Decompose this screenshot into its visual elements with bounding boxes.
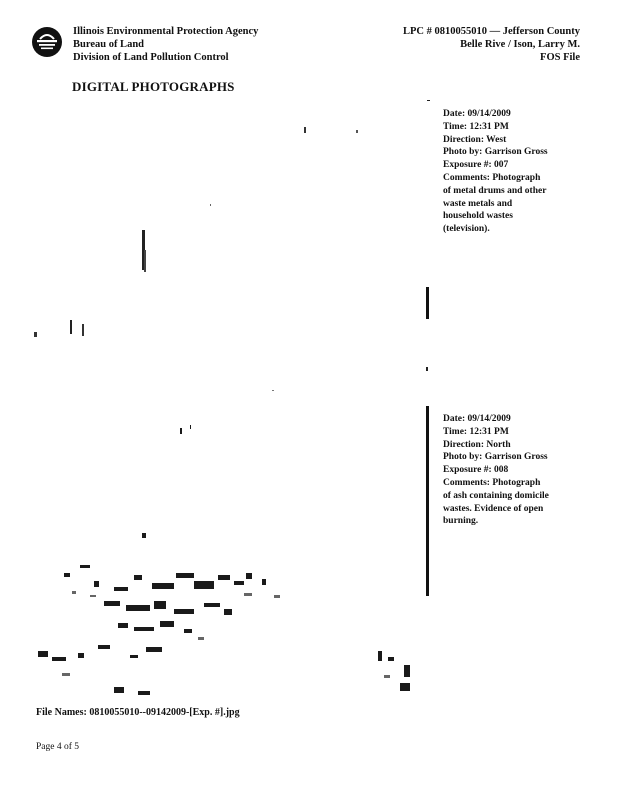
photo-2 [34,405,426,701]
caption-line: Date: 09/14/2009 [443,109,511,119]
section-title: DIGITAL PHOTOGRAPHS [72,79,235,94]
caption-line: Time: 12:31 PM [443,426,509,437]
caption-divider [426,406,429,596]
caption-line: Direction: West [443,134,507,145]
caption-divider [426,287,429,319]
caption-line: Exposure #: 007 [443,160,509,171]
caption-line: Comments: Photograph [443,172,541,183]
site-header [403,25,580,64]
caption-line: (television). [443,224,490,235]
caption-line: household wastes [443,211,513,222]
file-type: FOS File [540,52,580,63]
photo-2-caption [443,413,583,528]
caption-line: Date: 09/14/2009 [443,414,511,424]
caption-line: Photo by: Garrison Gross [443,147,548,158]
caption-line: waste metals and [443,198,513,209]
bureau-name: Bureau of Land [73,39,144,50]
caption-line: Photo by: Garrison Gross [443,452,548,463]
caption-line: Time: 12:31 PM [443,121,509,132]
photo-1-caption [443,108,583,236]
site-name: Belle Rive / Ison, Larry M. [460,39,580,50]
caption-line: burning. [443,516,479,527]
page-number: Page 4 of 5 [36,742,80,752]
lpc-number: LPC # 0810055010 — Jefferson County [402,26,580,37]
caption-line: Exposure #: 008 [443,465,509,476]
caption-line: of metal drums and other [443,185,547,196]
agency-name: Illinois Environmental Protection Agency [73,26,259,37]
agency-header [73,25,258,64]
caption-line: wastes. Evidence of open [443,503,544,514]
caption-line: Comments: Photograph [443,477,541,488]
caption-line: of ash containing domicile [443,490,549,501]
photo-1 [34,100,426,400]
agency-logo-icon [31,26,63,58]
caption-line: Direction: North [443,439,511,450]
scan-speck [426,367,428,371]
file-names: File Names: 0810055010--09142009-[Exp. #].jpg [36,707,240,718]
scan-speck [427,100,430,101]
division-name: Division of Land Pollution Control [73,52,229,63]
